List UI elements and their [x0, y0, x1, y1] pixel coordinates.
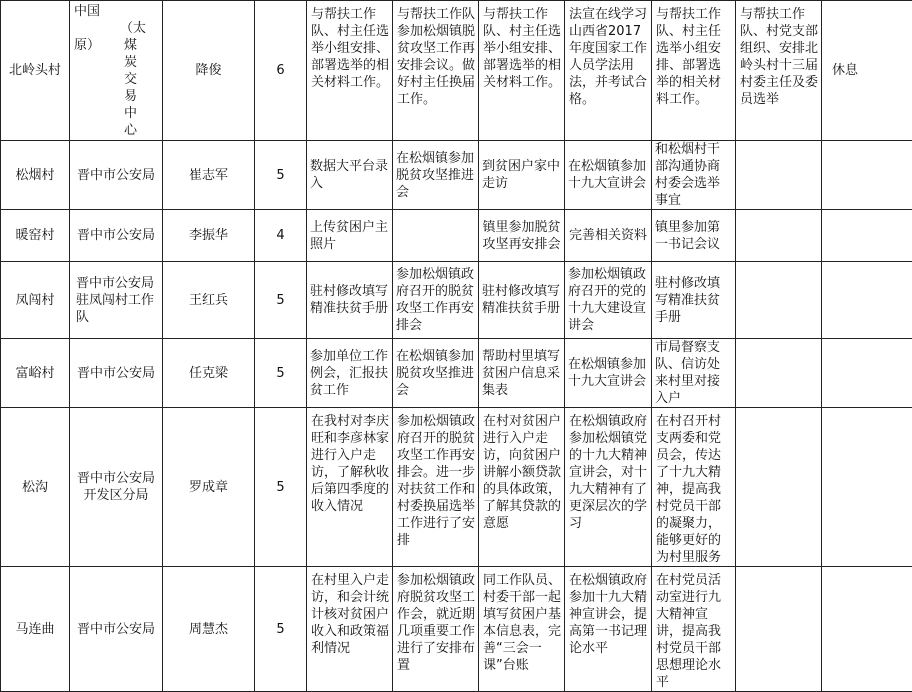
day-cell: 休息 [822, 1, 912, 141]
day-cell: 在我村对李庆旺和李彦林家进行入户走访，了解秋收后第四季度的收入情况 [307, 408, 393, 567]
day-cell: 在松烟镇参加十九大宣讲会 [565, 141, 652, 210]
name-cell: 李振华 [163, 210, 255, 262]
day-cell: 法宣在线学习山西省2017年度国家工作人员学法用法，并考试合格。 [565, 1, 652, 141]
day-cell: 在村里入户走访，和会计统计核对贫困户收入和政策福利情况 [307, 567, 393, 692]
table-row [1, 262, 912, 339]
unit-cell: 晋中市公安局 [70, 141, 163, 210]
name-cell: 王红兵 [163, 262, 255, 339]
day-cell: 在村对贫困户进行入户走访，向贫困户讲解小额贷款的具体政策，了解其贷款的意愿 [479, 408, 565, 567]
unit-cell: 晋中市公安局 [70, 210, 163, 262]
table-row [1, 1, 912, 141]
day-cell: 驻村修改填写精准扶贫手册 [652, 262, 736, 339]
day-cell: 与帮扶工作队、村主任选举小组安排、部署选举的相关材料工作。 [652, 1, 736, 141]
day-cell: 参加松烟镇政府召开的党的十九大建设宣讲会 [565, 262, 652, 339]
day-cell [736, 141, 822, 210]
day-cell: 参加松烟镇政府召开的脱贫攻坚工作再安排会 [393, 262, 479, 339]
name-cell: 罗成章 [163, 408, 255, 567]
unit-cell: 中国 原） （太 煤 炭 交 易 中 心 [70, 1, 163, 141]
day-cell [822, 141, 912, 210]
name-cell: 降俊 [163, 1, 255, 141]
days-cell: 5 [255, 339, 307, 408]
unit-cell: 晋中市公安局开发区分局 [70, 408, 163, 567]
days-cell: 5 [255, 141, 307, 210]
days-cell: 6 [255, 1, 307, 141]
day-cell [736, 408, 822, 567]
day-cell: 上传贫困户主照片 [307, 210, 393, 262]
village-cell: 松烟村 [1, 141, 70, 210]
day-cell [822, 210, 912, 262]
day-cell: 驻村修改填写精准扶贫手册 [479, 262, 565, 339]
day-cell [822, 567, 912, 692]
day-cell: 参加松烟镇政府召开的脱贫攻坚工作再安排会。进一步对扶贫工作和村委换届选举工作进行了安排 [393, 408, 479, 567]
day-cell: 与帮扶工作队、村党支部组织、安排北岭头村十三届村委主任及委员选举 [736, 1, 822, 141]
village-cell: 北岭头村 [1, 1, 70, 141]
day-cell: 在松烟镇政府参加十九大精神宣讲会，提高第一书记理论水平 [565, 567, 652, 692]
day-cell: 镇里参加第一书记会议 [652, 210, 736, 262]
day-cell: 数据大平台录入 [307, 141, 393, 210]
name-cell: 崔志军 [163, 141, 255, 210]
day-cell: 与帮扶工作队参加松烟镇脱贫攻坚工作再安排会议。做好村主任换届工作。 [393, 1, 479, 141]
day-cell: 在松烟镇政府参加松烟镇党的十九大精神宣讲会，对十九大精神有了更深层次的学习 [565, 408, 652, 567]
village-cell: 马连曲 [1, 567, 70, 692]
day-cell: 与帮扶工作队、村主任选举小组安排、部署选举的相关材料工作。 [479, 1, 565, 141]
table-row [1, 339, 912, 408]
day-cell [822, 262, 912, 339]
village-cell: 暖窑村 [1, 210, 70, 262]
table-row [1, 408, 912, 567]
day-cell [393, 210, 479, 262]
days-cell: 5 [255, 408, 307, 567]
unit-cell: 晋中市公安局 [70, 339, 163, 408]
day-cell: 同工作队员、村委干部一起填写贫困户基本信息表，完善“三会一课”台账 [479, 567, 565, 692]
day-cell: 在村党员活动室进行九大精神宣讲，提高我村党员干部思想理论水平 [652, 567, 736, 692]
day-cell [822, 408, 912, 567]
day-cell: 在松烟镇参加脱贫攻坚推进会 [393, 339, 479, 408]
village-cell: 凤闯村 [1, 262, 70, 339]
village-cell: 富峪村 [1, 339, 70, 408]
day-cell: 帮助村里填写贫困户信息采集表 [479, 339, 565, 408]
day-cell [822, 339, 912, 408]
name-cell: 周慧杰 [163, 567, 255, 692]
day-cell: 在松烟镇参加脱贫攻坚推进会 [393, 141, 479, 210]
table-row [1, 210, 912, 262]
day-cell: 到贫困户家中走访 [479, 141, 565, 210]
day-cell [736, 339, 822, 408]
day-cell: 市局督察支队、信访处来村里对接入户 [652, 339, 736, 408]
day-cell: 和松烟村干部沟通协商村委会选举事宜 [652, 141, 736, 210]
table-row [1, 141, 912, 210]
day-cell [736, 567, 822, 692]
unit-cell: 晋中市公安局驻凤闯村工作队 [70, 262, 163, 339]
name-cell: 任克梁 [163, 339, 255, 408]
days-cell: 5 [255, 567, 307, 692]
day-cell: 参加松烟镇政府脱贫攻坚工作会，就近期几项重要工作进行了安排布置 [393, 567, 479, 692]
day-cell [736, 262, 822, 339]
day-cell: 在村召开村支两委和党员会，传达了十九大精神，提高我村党员干部的凝聚力，能够更好的为村里服务 [652, 408, 736, 567]
day-cell: 在松烟镇参加十九大宣讲会 [565, 339, 652, 408]
day-cell: 参加单位工作例会，汇报扶贫工作 [307, 339, 393, 408]
day-cell: 与帮扶工作队、村主任选举小组安排、部署选举的相关材料工作。 [307, 1, 393, 141]
days-cell: 5 [255, 262, 307, 339]
village-cell: 松沟 [1, 408, 70, 567]
day-cell: 驻村修改填写精准扶贫手册 [307, 262, 393, 339]
day-cell: 镇里参加脱贫攻坚再安排会 [479, 210, 565, 262]
table-row [1, 567, 912, 692]
days-cell: 4 [255, 210, 307, 262]
day-cell: 完善相关资料 [565, 210, 652, 262]
day-cell [736, 210, 822, 262]
unit-cell: 晋中市公安局 [70, 567, 163, 692]
